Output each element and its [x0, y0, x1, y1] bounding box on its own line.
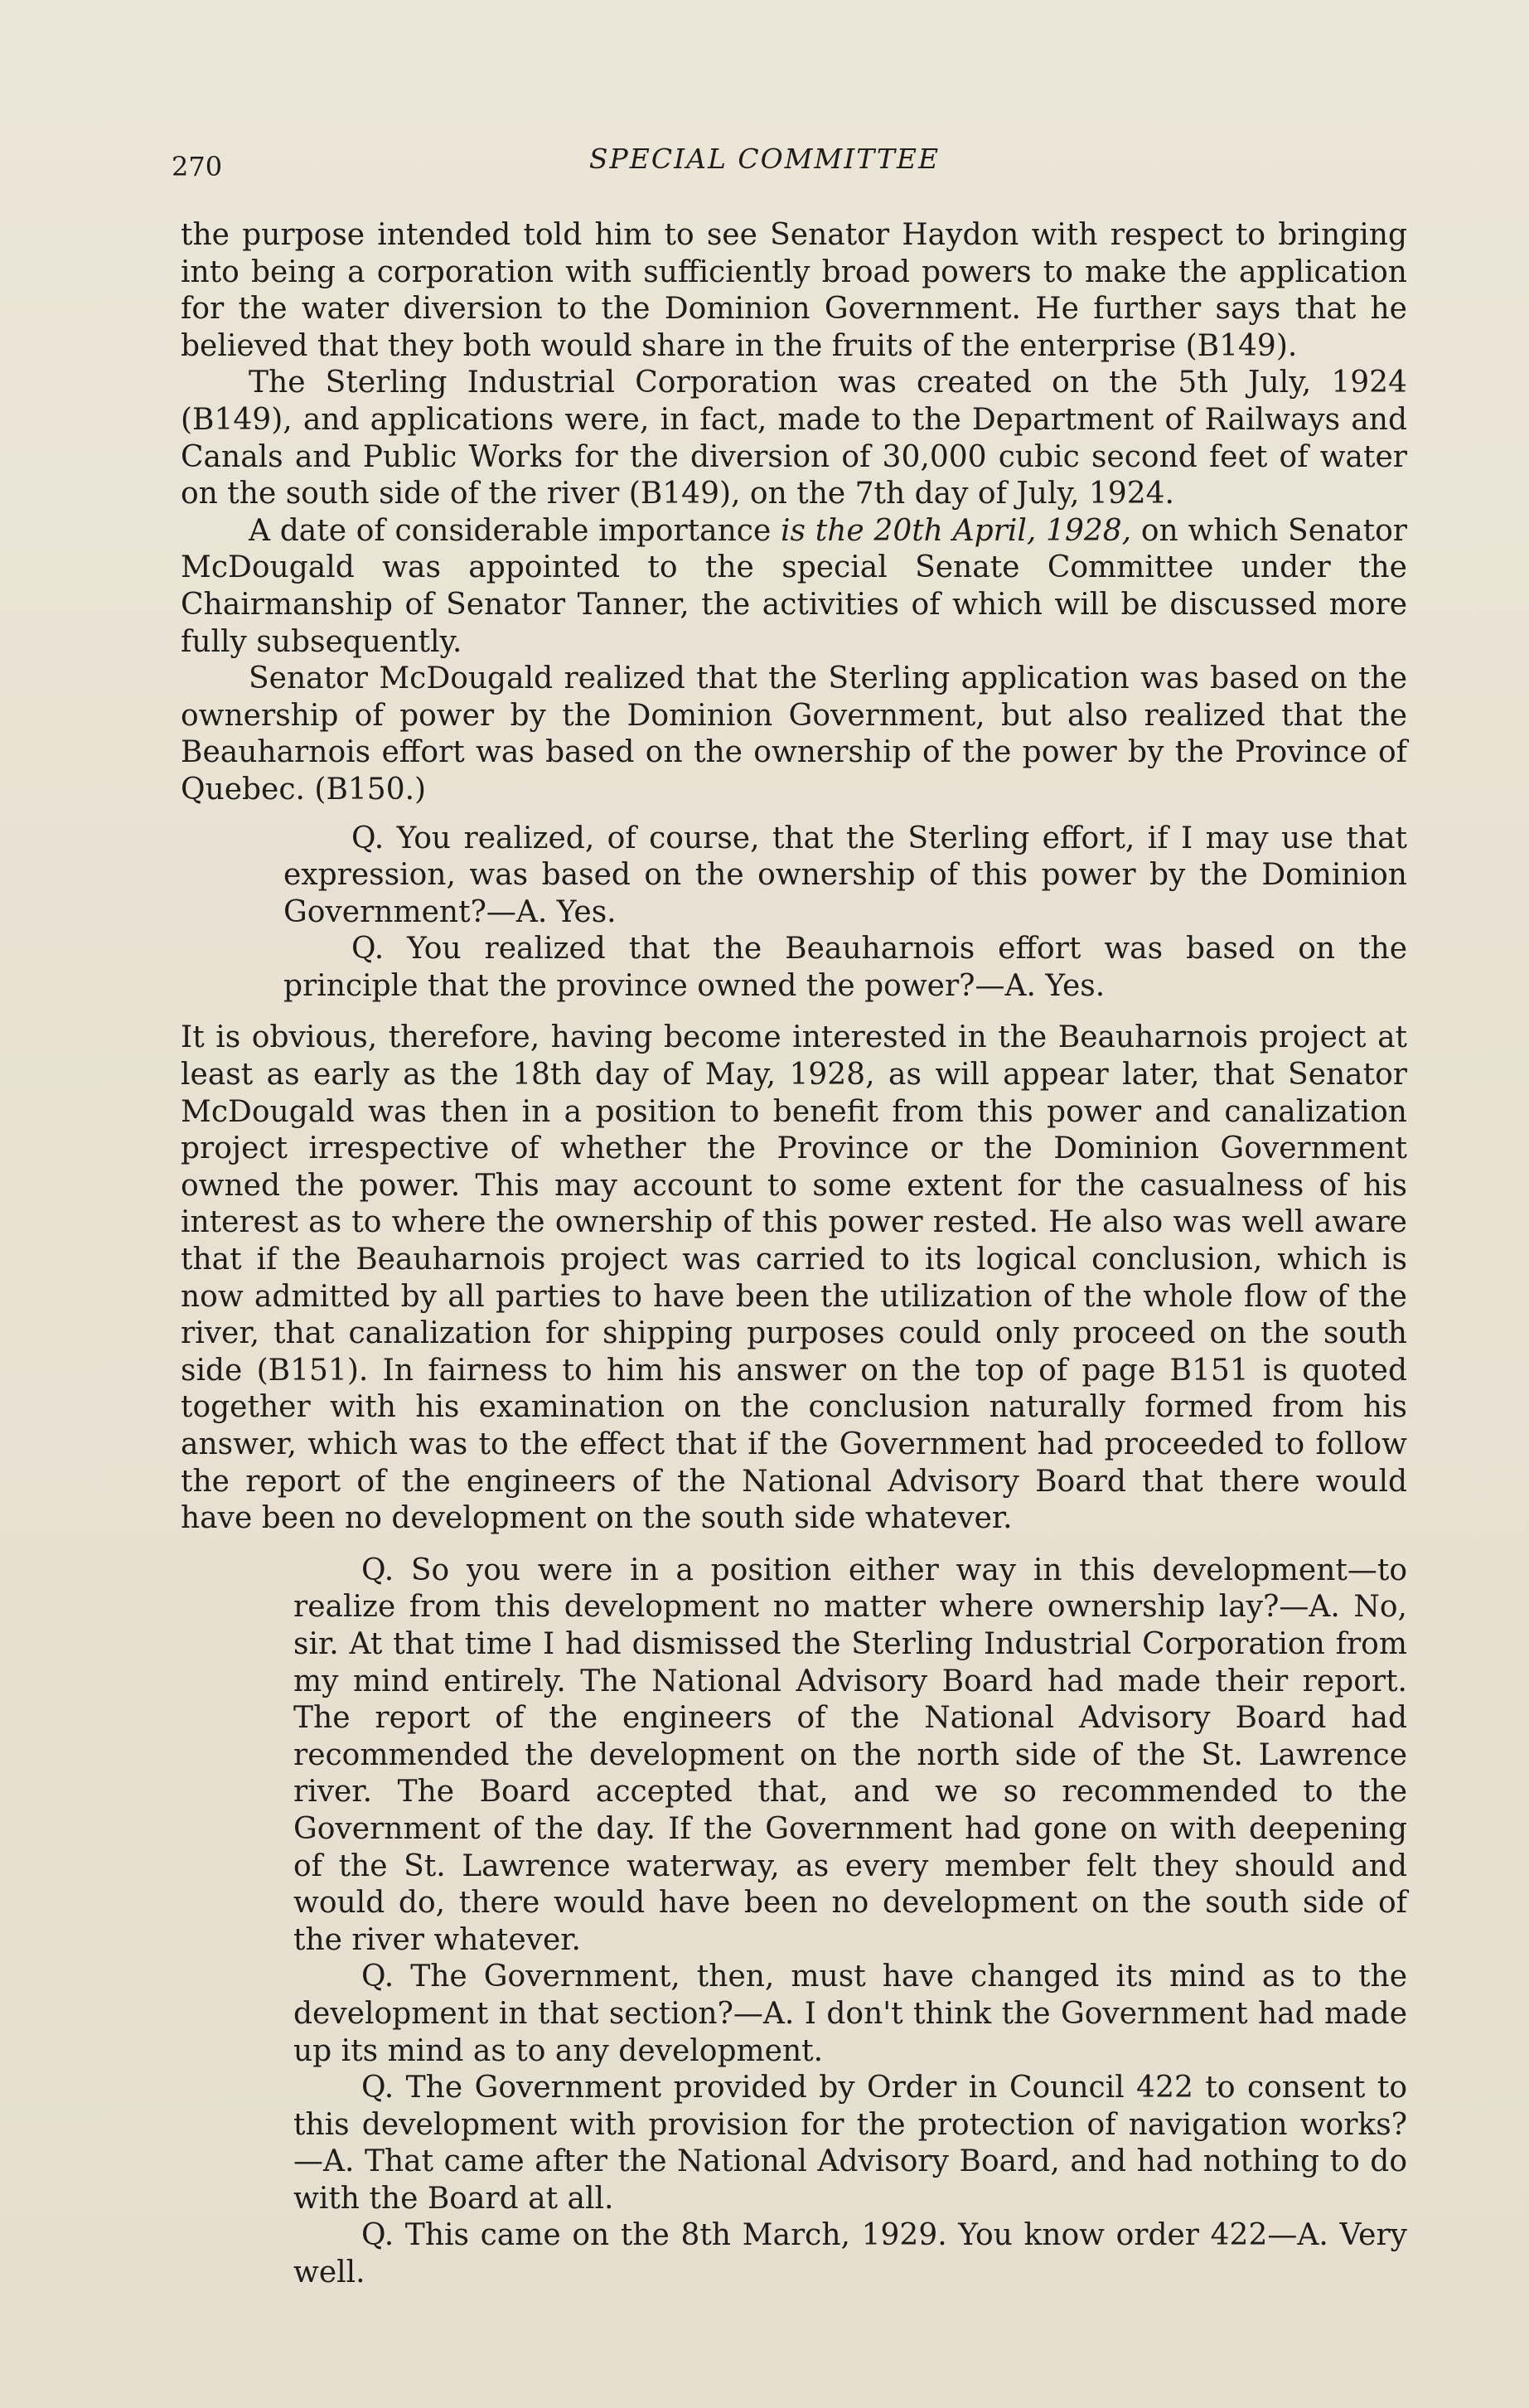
paragraph: the purpose intended told him to see Senator Haydon with respect to bringing into being a corporation with sufficiently broad powers to make the application for the water diversion to the Dominion Government. He further says that he believed that they both would share in the fruits of the enterprise (B149).	[181, 218, 1407, 363]
paragraph: The Sterling Industrial Corporation was created on the 5th July, 1924 (B149), and applications were, in fact, made to the Department of Railways and Canals and Public Works for the diversion of 30,000 cubic second feet of water on the south side of the river (B149), on the 7th day of July, 1924.	[181, 366, 1407, 511]
page-header	[0, 143, 1529, 192]
testimony-excerpt	[181, 821, 1407, 1005]
paragraph: It is obvious, therefore, having become interested in the Beauharnois project at least as early as the 18th day of May, 1928, as will appear later, that Senator McDougald was then in a position to benefit from this power and canalization project irrespective of whether the Province or the Dominion Government owned the power. This may account to some extent for the casualness of his interest as to where the ownership of this power rested. He also was well aware that if the Beauharnois project was carried to its logical conclusion, which is now admitted by all parties to have been the utilization of the whole flow of the river, that canalization for shipping purposes could only proceed on the south side (B151). In fairness to him his answer on the top of page B151 is quoted together with his examination on the conclusion naturally formed from his answer, which was to the effect that if the Government had proceeded to follow the report of the engineers of the National Advisory Board that there would have been no development on the south side whatever.	[181, 1020, 1407, 1536]
paragraph	[181, 513, 1407, 661]
running-head: SPECIAL COMMITTEE	[588, 143, 941, 175]
qa-exchange: Q. This came on the 8th March, 1929. You know order 422—A. Very well.	[293, 2218, 1407, 2290]
qa-exchange: Q. You realized, of course, that the Sterling effort, if I may use that expression, was based on the ownership of this power by the Dominion Government?—A. Yes.	[283, 821, 1407, 929]
emphasized-date: is the 20th April, 1928,	[781, 513, 1132, 548]
qa-exchange: Q. So you were in a position either way in this development—to realize from this development no matter where ownership lay?—A. No, sir. At that time I had dismissed the Sterling Industrial Corporation from my mind entirely. The National Advisory Board had made their report. The report of the engineers of the National Advisory Board had recommended the development on the north side of the St. Lawrence river. The Board accepted that, and we so recommended to the Government of the day. If the Government had gone on with deepening of the St. Lawrence waterway, as every member felt they should and would do, there would have been no development on the south side of the river whatever.	[293, 1553, 1407, 1957]
qa-exchange: Q. You realized that the Beauharnois effort was based on the principle that the province owned the power?—A. Yes.	[283, 932, 1407, 1003]
body-text	[181, 217, 1407, 2292]
paragraph-text: A date of considerable importance	[249, 513, 781, 548]
page-number: 270	[172, 151, 223, 182]
paragraph-text: on which Senator McDougald was appointed to the special Senate Committee under the Chairmanship of Senator Tanner, the activities of which will be discussed more fully subsequently.	[181, 513, 1408, 659]
qa-exchange: Q. The Government provided by Order in Council 422 to consent to this development with provision for the protection of navigation works?—A. That came after the National Advisory Board, and had nothing to do with the Board at all.	[293, 2071, 1407, 2216]
qa-exchange: Q. The Government, then, must have changed its mind as to the development in that section?—A. I don't think the Government had made up its mind as to any development.	[293, 1960, 1407, 2068]
paragraph: Senator McDougald realized that the Sterling application was based on the ownership of power by the Dominion Government, but also realized that the Beauharnois effort was based on the ownership of the power by the Province of Quebec. (B150.)	[181, 661, 1407, 807]
testimony-excerpt	[181, 1553, 1407, 2292]
